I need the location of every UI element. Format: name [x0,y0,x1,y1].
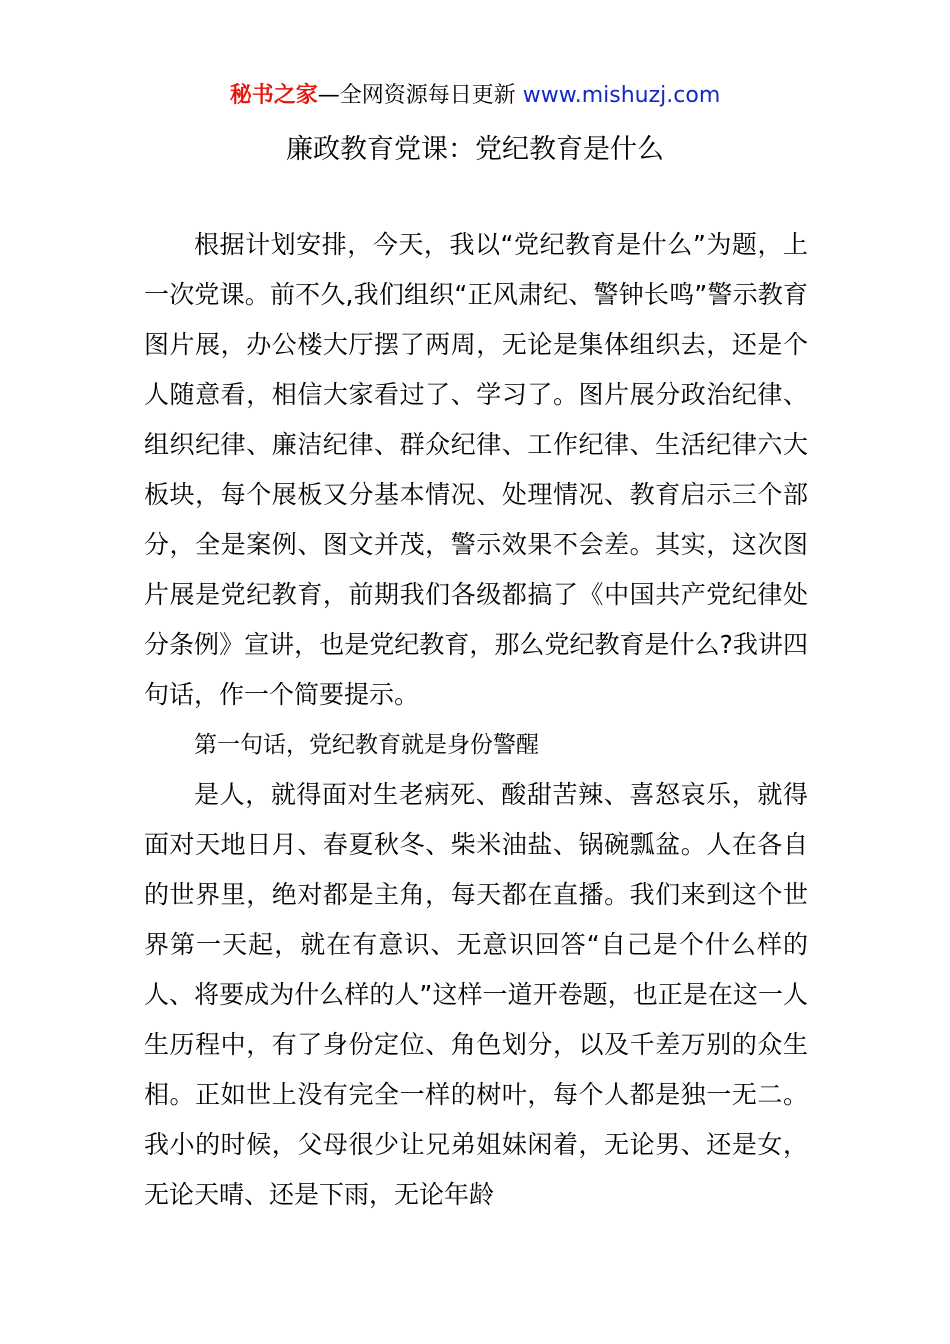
section-1-paragraph: 是人，就得面对生老病死、酸甜苦辣、喜怒哀乐，就得面对天地日月、春夏秋冬、柴米油盐、锅碗瓢盆。人在各自的世界里，绝对都是主角，每天都在直播。我们来到这个世界第一天起，就在有意识、无意识回答“自己是个什么样的人、将要成为什么样的人”这样一道开卷题，也正是在这一人生历程中，有了身份定位、角色划分，以及千差万别的众生相。正如世上没有完全一样的树叶，每个人都是独一无二。我小的时候，父母很少让兄弟姐妹闲着，无论男、还是女，无论天晴、还是下雨，无论年龄 [144,780,808,1209]
document-title: 廉政教育党课：党纪教育是什么 [286,134,664,165]
section-heading-1: 第一句话，党纪教育就是身份警醒 [194,732,539,758]
site-url-link[interactable]: www.mishuzj.com [522,83,721,108]
document-body [144,220,808,1220]
brand-name: 秘书之家 [229,83,318,108]
site-header [0,80,950,112]
intro-paragraph: 根据计划安排，今天，我以“党纪教育是什么”为题，上一次党课。前不久,我们组织“正风肃纪、警钟长鸣”警示教育图片展，办公楼大厅摆了两周，无论是集体组织去，还是个人随意看，相信大家看过了、学习了。图片展分政治纪律、组织纪律、廉洁纪律、群众纪律、工作纪律、生活纪律六大板块，每个展板又分基本情况、处理情况、教育启示三个部分，全是案例、图文并茂，警示效果不会差。其实，这次图片展是党纪教育，前期我们各级都搞了《中国共产党纪律处分条例》宣讲，也是党纪教育，那么党纪教育是什么?我讲四句话，作一个简要提示。 [144,230,808,709]
header-slogan: —全网资源每日更新 [317,83,516,108]
